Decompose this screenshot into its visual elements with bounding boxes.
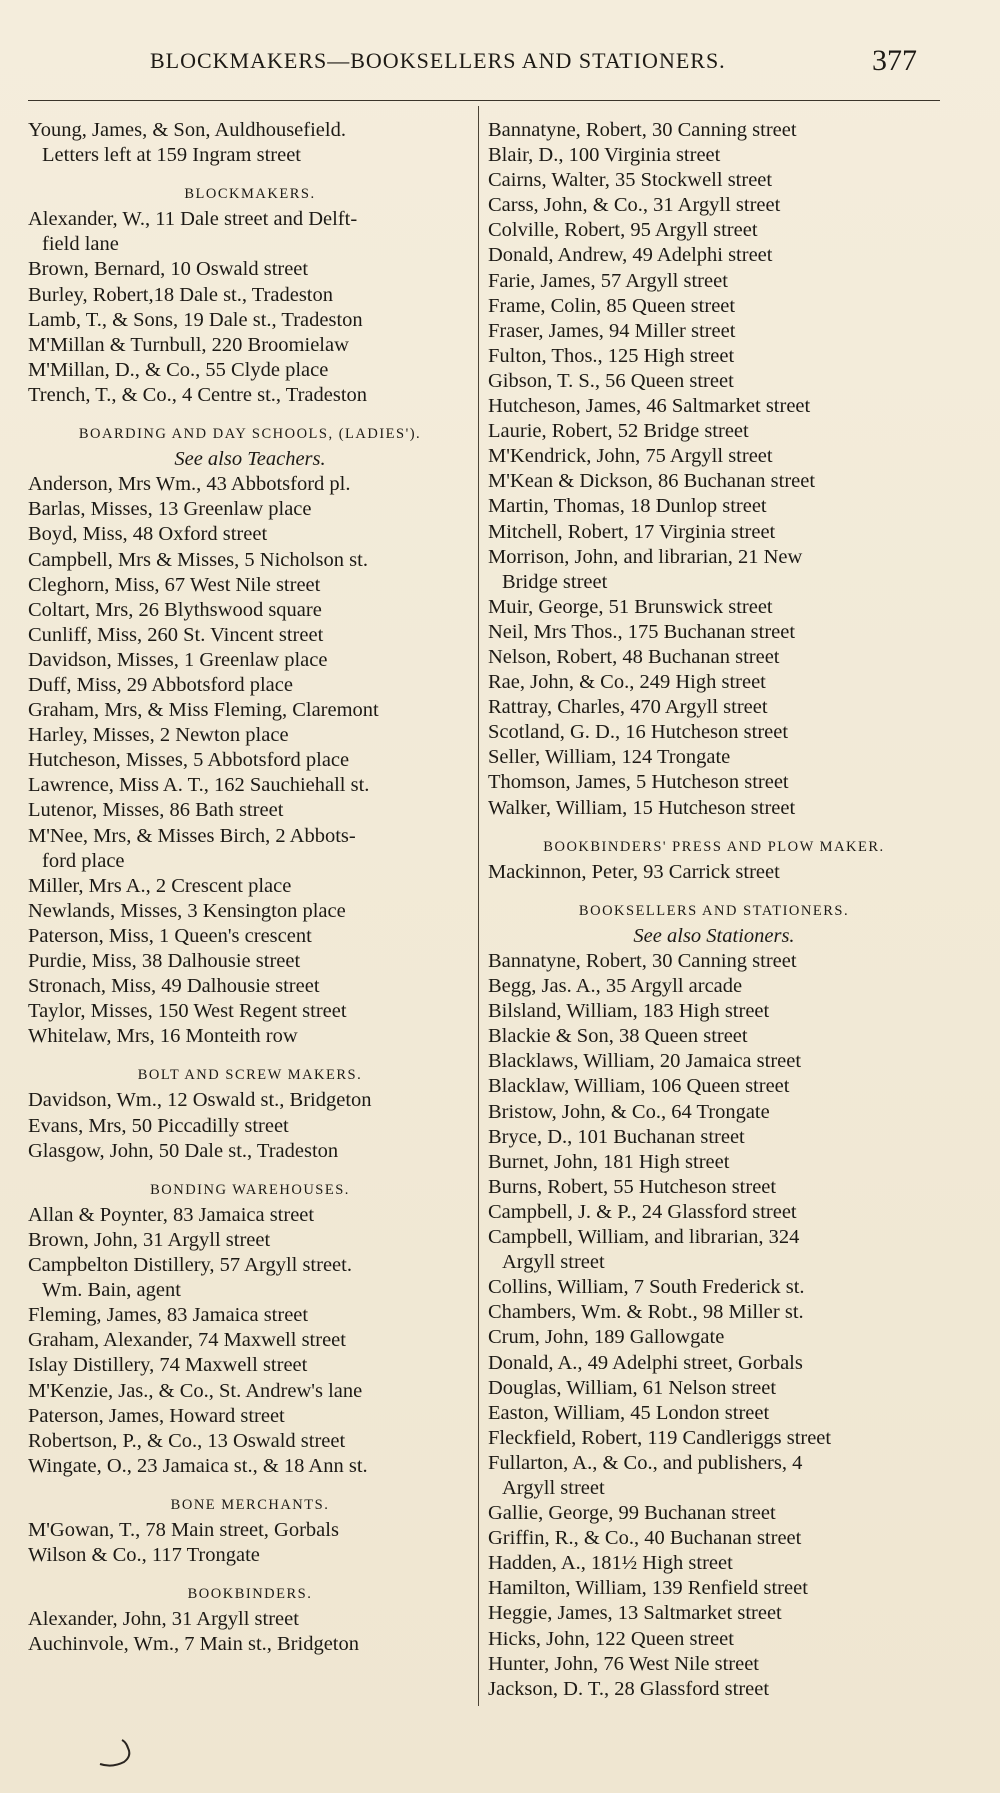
directory-entry: Fullarton, A., & Co., and publishers, 4 [488,1451,803,1474]
directory-entry: Davidson, Misses, 1 Greenlaw place [28,648,328,671]
directory-entry: Begg, Jas. A., 35 Argyll arcade [488,975,743,998]
directory-entry: Wilson & Co., 117 Trongate [28,1544,260,1567]
directory-entry: M'Kenzie, Jas., & Co., St. Andrew's lane [28,1379,363,1402]
directory-entry: Campbelton Distillery, 57 Argyll street. [28,1254,352,1277]
directory-entry: M'Nee, Mrs, & Misses Birch, 2 Abbots- [28,824,356,847]
section-heading: BOLT AND SCREW MAKERS. [137,1067,363,1084]
directory-entry: Brown, John, 31 Argyll street [28,1228,271,1251]
directory-entry: Thomson, James, 5 Hutcheson street [488,771,789,794]
directory-entry: Mitchell, Robert, 17 Virginia street [488,520,776,543]
directory-entry: Hamilton, William, 139 Renfield street [488,1577,808,1600]
directory-entry: Blackie & Son, 38 Queen street [488,1025,748,1048]
directory-entry: Cunliff, Miss, 260 St. Vincent street [28,623,324,646]
section-heading: BONDING WAREHOUSES. [150,1181,350,1198]
entry-continuation: Bridge street [502,570,608,593]
directory-entry: Fulton, Thos., 125 High street [488,344,735,367]
section-heading: BOOKBINDERS. [187,1586,313,1603]
directory-entry: Hadden, A., 181½ High street [488,1552,733,1575]
directory-entry: M'Kean & Dickson, 86 Buchanan street [488,470,816,493]
directory-entry: Boyd, Miss, 48 Oxford street [28,523,268,546]
directory-entry: Purdie, Miss, 38 Dalhousie street [28,950,301,972]
page-number: 377 [872,44,917,77]
directory-entry: Colville, Robert, 95 Argyll street [488,219,758,242]
entry-continuation: Argyll street [502,1251,605,1274]
section-heading: BOOKBINDERS' PRESS AND PLOW MAKER. [543,838,885,855]
directory-entry: Alexander, John, 31 Argyll street [28,1608,299,1631]
directory-entry: Burnet, John, 181 High street [488,1150,730,1173]
directory-entry: Whitelaw, Mrs, 16 Monteith row [28,1025,298,1048]
right-column [488,118,940,1702]
directory-entry: Burns, Robert, 55 Hutcheson street [488,1175,777,1198]
left-column [28,118,472,1657]
directory-entry: M'Millan & Turnbull, 220 Broomielaw [28,333,349,356]
directory-entry: Bannatyne, Robert, 30 Canning street [488,950,797,972]
entry-continuation: field lane [42,233,119,256]
directory-entry: Lamb, T., & Sons, 19 Dale st., Tradeston [28,308,363,331]
directory-entry: Fraser, James, 94 Miller street [488,319,736,342]
directory-entry: M'Millan, D., & Co., 55 Clyde place [28,358,329,381]
ink-mark-icon [98,1738,142,1768]
directory-entry: Mackinnon, Peter, 93 Carrick street [488,860,780,883]
directory-entry: Evans, Mrs, 50 Piccadilly street [28,1114,289,1137]
directory-entry: Allan & Poynter, 83 Jamaica street [28,1203,315,1226]
directory-entry: Chambers, Wm. & Robt., 98 Miller st. [488,1301,804,1324]
directory-entry: Anderson, Mrs Wm., 43 Abbotsford pl. [28,473,351,496]
section-heading: BLOCKMAKERS. [184,186,316,203]
directory-entry: Muir, George, 51 Brunswick street [488,595,773,618]
page-header [0,44,1000,84]
directory-entry: Donald, A., 49 Adelphi street, Gorbals [488,1351,803,1374]
directory-entry: Davidson, Wm., 12 Oswald st., Bridgeton [28,1089,372,1112]
section-heading: BOOKSELLERS AND STATIONERS. [578,902,850,919]
directory-entry: Gallie, George, 99 Buchanan street [488,1502,776,1525]
directory-entry: Fleming, James, 83 Jamaica street [28,1304,309,1327]
directory-entry: Hicks, John, 122 Queen street [488,1627,734,1650]
entry-continuation: Letters left at 159 Ingram street [42,144,301,167]
directory-entry: Douglas, William, 61 Nelson street [488,1376,777,1399]
directory-entry: Seller, William, 124 Trongate [488,746,731,769]
directory-entry: Farie, James, 57 Argyll street [488,269,728,292]
directory-entry: Bryce, D., 101 Buchanan street [488,1125,745,1148]
directory-entry: Miller, Mrs A., 2 Crescent place [28,874,292,897]
directory-entry: Frame, Colin, 85 Queen street [488,294,736,317]
directory-entry: Hutcheson, Misses, 5 Abbotsford place [28,749,350,772]
page-title: BLOCKMAKERS—BOOKSELLERS AND STATIONERS. [150,48,726,73]
directory-entry: Carss, John, & Co., 31 Argyll street [488,194,781,217]
directory-entry: Neil, Mrs Thos., 175 Buchanan street [488,620,796,643]
directory-entry: Blacklaw, William, 106 Queen street [488,1075,790,1098]
directory-entry: Blair, D., 100 Virginia street [488,144,721,167]
directory-entry: Heggie, James, 13 Saltmarket street [488,1602,782,1625]
directory-entry: Stronach, Miss, 49 Dalhousie street [28,975,320,998]
directory-entry: Rae, John, & Co., 249 High street [488,671,766,694]
directory-entry: M'Gowan, T., 78 Main street, Gorbals [28,1518,339,1541]
directory-entry: Donald, Andrew, 49 Adelphi street [488,244,773,267]
directory-entry: Graham, Mrs, & Miss Fleming, Claremont [28,699,379,722]
directory-entry: Paterson, James, Howard street [28,1404,285,1427]
column-divider [478,106,479,1706]
directory-entry: Trench, T., & Co., 4 Centre st., Tradeston [28,383,368,406]
directory-entry: Brown, Bernard, 10 Oswald street [28,258,309,281]
directory-entry: Cairns, Walter, 35 Stockwell street [488,169,773,192]
directory-entry: Auchinvole, Wm., 7 Main st., Bridgeton [28,1633,360,1656]
directory-entry: Harley, Misses, 2 Newton place [28,724,289,747]
directory-entry: Taylor, Misses, 150 West Regent street [28,1000,347,1023]
directory-entry: Newlands, Misses, 3 Kensington place [28,899,346,922]
directory-entry: Barlas, Misses, 13 Greenlaw place [28,498,312,521]
entry-continuation: Wm. Bain, agent [42,1279,181,1302]
directory-entry: Campbell, William, and librarian, 324 [488,1226,800,1249]
section-heading: BONE MERCHANTS. [170,1496,330,1513]
directory-entry: Laurie, Robert, 52 Bridge street [488,420,749,443]
directory-entry: Jackson, D. T., 28 Glassford street [488,1677,770,1700]
see-also-note: See also Stationers. [633,924,795,947]
directory-entry: Griffin, R., & Co., 40 Buchanan street [488,1527,802,1550]
directory-entry: Martin, Thomas, 18 Dunlop street [488,495,767,518]
directory-entry: Bannatyne, Robert, 30 Canning street [488,119,797,141]
directory-entry: Hunter, John, 76 West Nile street [488,1652,760,1675]
directory-entry: Burley, Robert,18 Dale st., Tradeston [28,283,334,306]
directory-entry: Hutcheson, James, 46 Saltmarket street [488,395,811,418]
directory-entry: Bilsland, William, 183 High street [488,1000,770,1023]
directory-entry: Scotland, G. D., 16 Hutcheson street [488,721,789,744]
directory-entry: Graham, Alexander, 74 Maxwell street [28,1329,346,1352]
directory-entry: Nelson, Robert, 48 Buchanan street [488,645,780,668]
directory-entry: Young, James, & Son, Auldhousefield. [28,119,346,141]
directory-entry: Walker, William, 15 Hutcheson street [488,796,796,819]
directory-entry: Robertson, P., & Co., 13 Oswald street [28,1429,346,1452]
directory-entry: Gibson, T. S., 56 Queen street [488,369,734,392]
directory-entry: Cleghorn, Miss, 67 West Nile street [28,573,321,596]
directory-entry: Islay Distillery, 74 Maxwell street [28,1354,308,1377]
entry-continuation: ford place [42,849,125,872]
directory-entry: Lutenor, Misses, 86 Bath street [28,799,284,822]
header-rule [28,100,940,101]
directory-entry: M'Kendrick, John, 75 Argyll street [488,445,773,468]
directory-entry: Glasgow, John, 50 Dale st., Tradeston [28,1139,339,1162]
entry-continuation: Argyll street [502,1476,605,1499]
directory-entry: Lawrence, Miss A. T., 162 Sauchiehall st. [28,774,370,797]
directory-entry: Collins, William, 7 South Frederick st. [488,1276,805,1299]
directory-entry: Fleckfield, Robert, 119 Candleriggs street [488,1426,832,1449]
directory-entry: Campbell, Mrs & Misses, 5 Nicholson st. [28,548,368,571]
directory-entry: Wingate, O., 23 Jamaica st., & 18 Ann st. [28,1454,368,1477]
directory-entry: Campbell, J. & P., 24 Glassford street [488,1200,797,1223]
directory-entry: Rattray, Charles, 470 Argyll street [488,696,768,719]
directory-entry: Blacklaws, William, 20 Jamaica street [488,1050,802,1073]
directory-entry: Alexander, W., 11 Dale street and Delft- [28,208,358,231]
directory-entry: Duff, Miss, 29 Abbotsford place [28,673,293,696]
directory-entry: Morrison, John, and librarian, 21 New [488,545,803,568]
directory-entry: Coltart, Mrs, 26 Blythswood square [28,598,322,621]
see-also-note: See also Teachers. [174,448,326,471]
section-heading: BOARDING AND DAY SCHOOLS, (LADIES'). [78,426,422,443]
directory-entry: Easton, William, 45 London street [488,1401,770,1424]
directory-entry: Bristow, John, & Co., 64 Trongate [488,1100,770,1123]
directory-entry: Paterson, Miss, 1 Queen's crescent [28,924,312,947]
directory-entry: Crum, John, 189 Gallowgate [488,1326,725,1349]
